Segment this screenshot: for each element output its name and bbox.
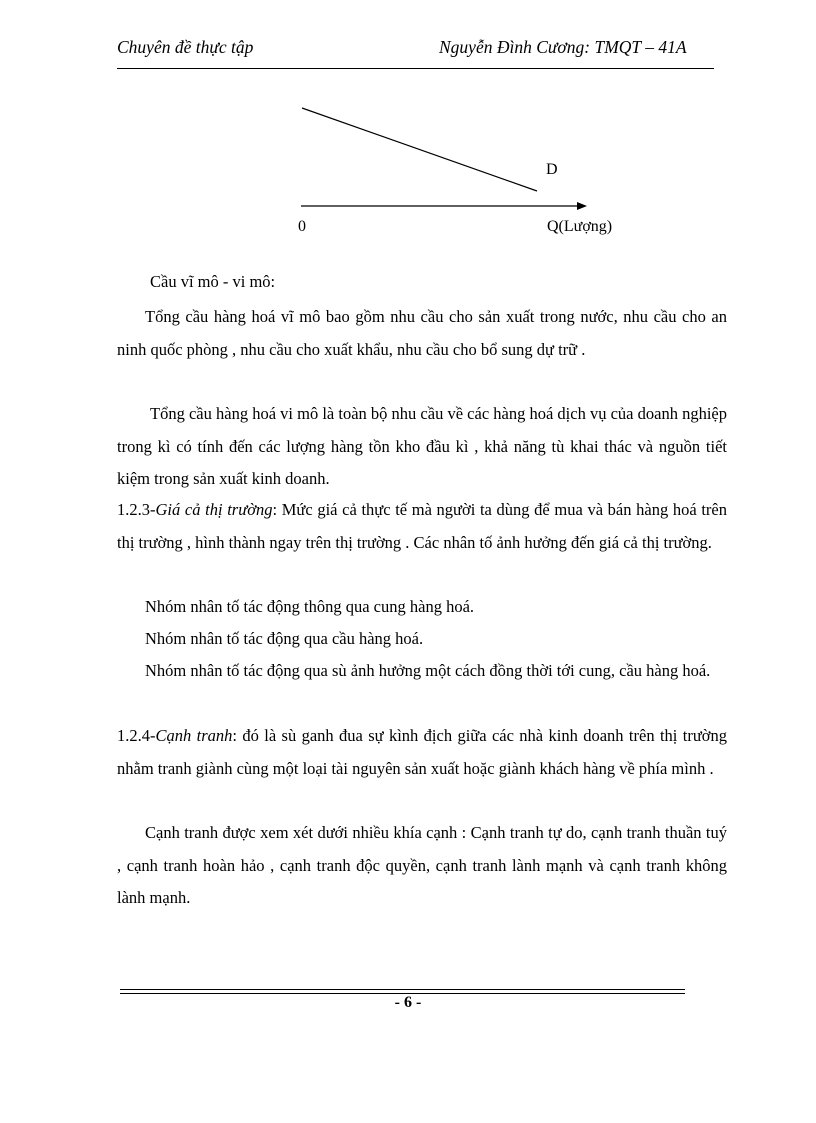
factor-demand: Nhóm nhân tố tác động qua cầu hàng hoá. [145, 629, 424, 648]
subheading-demand: Cầu vĩ mô - vi mô: [150, 272, 276, 291]
section-1-2-3 [117, 494, 727, 559]
section-1-2-4 [117, 720, 727, 785]
demand-curve-line [302, 108, 537, 191]
header-right-author: Nguyễn Đình Cương: TMQT – 41A [439, 37, 687, 57]
section-1-2-3-title: Giá cả thị trường [155, 500, 273, 519]
origin-label: 0 [298, 218, 306, 235]
section-1-2-4-number: 1.2.4- [117, 726, 156, 745]
section-1-2-3-number: 1.2.3- [117, 500, 156, 519]
paragraph-micro-demand: Tổng cầu hàng hoá vi mô là toàn bộ nhu cầu về các hàng hoá dịch vụ của doanh nghiệp trong kì có tính đến các lượng hàng tồn kho đầu kì , khả năng tù khai thác và nguồn tiết kiệm trong sản xuất kinh doanh. [117, 404, 727, 488]
header-left-title: Chuyên đề thực tập [117, 37, 254, 57]
footer-rule-top [120, 989, 685, 990]
paragraph-competition: Cạnh tranh được xem xét dưới nhiều khía cạnh : Cạnh tranh tự do, cạnh tranh thuần tuý , cạnh tranh hoàn hảo , cạnh tranh độc quyền, cạnh tranh lành mạnh và cạnh tranh không lành mạnh. [117, 823, 727, 907]
factor-simultaneous: Nhóm nhân tố tác động qua sù ảnh hưởng một cách đồng thời tới cung, cầu hàng hoá. [145, 661, 711, 680]
x-axis-label: Q(Lượng) [547, 218, 613, 235]
demand-curve-label: D [546, 161, 558, 178]
paragraph-macro-demand: Tổng cầu hàng hoá vĩ mô bao gồm nhu cầu cho sản xuất trong nước, nhu cầu cho an ninh quốc phòng , nhu cầu cho xuất khẩu, nhu cầu cho bổ sung dự trữ . [117, 307, 727, 359]
x-axis-arrowhead [577, 202, 587, 210]
section-1-2-4-title: Cạnh tranh [155, 726, 233, 745]
section-1-2-4-text: : đó là sù ganh đua sự kình địch giữa các nhà kinh doanh trên thị trường nhằm tranh giành cùng một loại tài nguyên sản xuất hoặc giành khách hàng về phía mình . [117, 726, 727, 778]
factor-supply: Nhóm nhân tố tác động thông qua cung hàng hoá. [145, 597, 475, 616]
demand-diagram [0, 0, 816, 260]
section-1-2-3-text: : Mức giá cả thực tế mà người ta dùng để mua và bán hàng hoá trên thị trường , hình thành ngay trên thị trường . Các nhân tố ảnh hưởng đến giá cả thị trường. [117, 500, 727, 552]
page-number: - 6 - [394, 994, 422, 1011]
